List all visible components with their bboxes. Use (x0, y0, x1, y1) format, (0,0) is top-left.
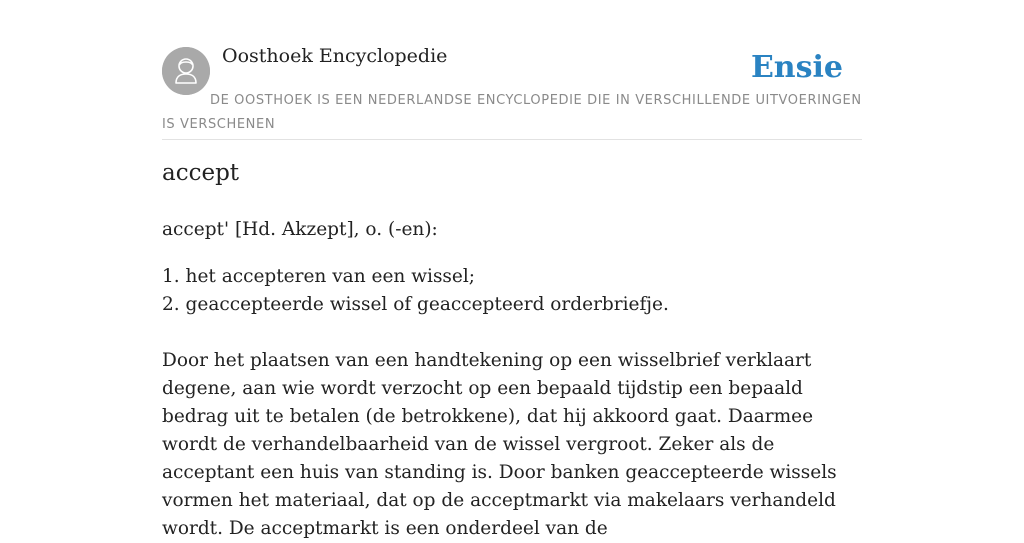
entry-title: accept (162, 160, 240, 186)
content-container (162, 0, 862, 539)
entry-lemma-line: accept' [Hd. Akzept], o. (-en): (162, 219, 438, 240)
entry-sense-item: 2. geaccepteerde wissel of geaccepteerd orderbriefje. (162, 294, 669, 315)
entry-senses-list (162, 263, 669, 319)
entry-sense-item: 1. het accepteren van een wissel; (162, 266, 476, 287)
entry-description-paragraph: Door het plaatsen van een handtekening op een wisselbrief verklaart degene, aan wie wordt verzocht op een bepaald tijdstip een bepaald bedrag uit te betalen (de betrokkene), dat hij akkoord gaat. Daarmee wordt de verhandelbaarheid van de wissel vergroot. Zeker als de acceptant een huis van standing is. Door banken geaccepteerde wissels vormen het materiaal, dat op de acceptmarkt via makelaars verhandeld wordt. De acceptmarkt is een onderdeel van de (162, 350, 837, 539)
source-description: DE OOSTHOEK IS EEN NEDERLANDSE ENCYCLOPEDIE DIE IN VERSCHILLENDE UITVOERINGEN IS VERSCHENEN (162, 93, 862, 132)
source-header (162, 0, 862, 140)
user-avatar-icon[interactable] (162, 47, 210, 95)
ensie-logo-link[interactable]: Ensie (750, 50, 843, 85)
source-name-link[interactable]: Oosthoek Encyclopedie (222, 45, 448, 67)
